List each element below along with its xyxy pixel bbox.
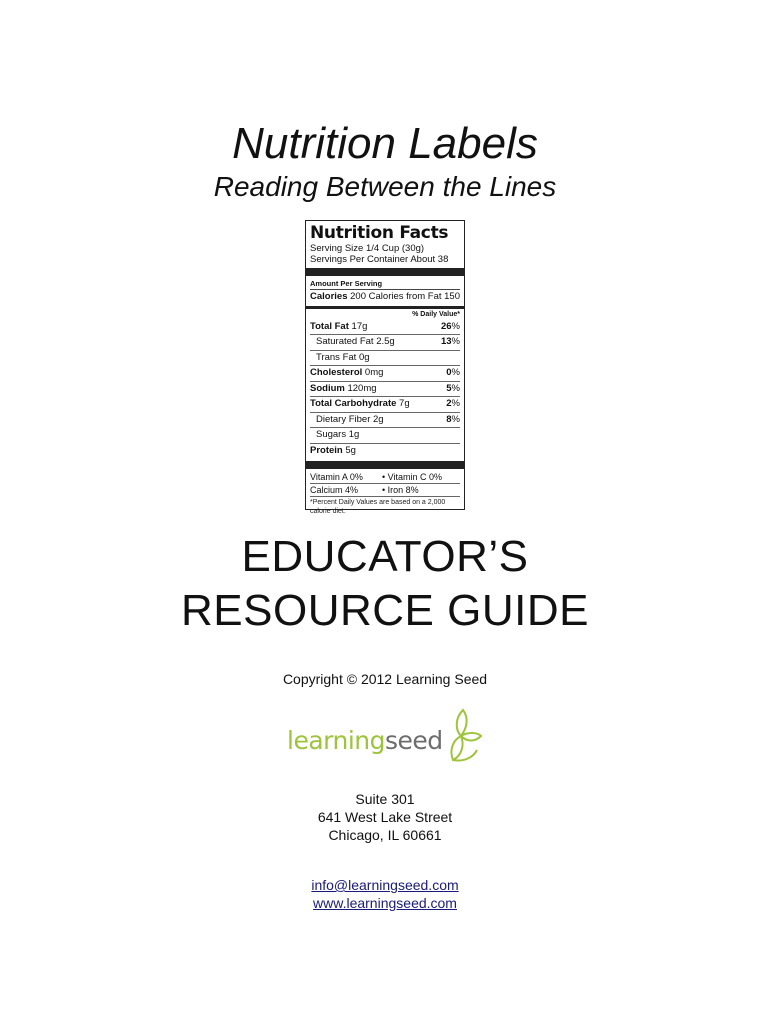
calories-row bbox=[310, 289, 460, 305]
nutrient-label: Protein 5g bbox=[310, 444, 356, 456]
email-link[interactable]: info@learningseed.com bbox=[311, 877, 459, 893]
nutrient-label: Total Carbohydrate 7g bbox=[310, 398, 410, 409]
nutrient-label: Sodium 120mg bbox=[310, 382, 377, 394]
guide-line-1: EDUCATOR’S bbox=[241, 532, 529, 581]
nutrient-daily-value: 5% bbox=[446, 382, 460, 394]
thick-divider-bottom bbox=[306, 461, 464, 469]
copyright-notice: Copyright © 2012 Learning Seed bbox=[282, 671, 488, 687]
amount-per-serving: Amount Per Serving bbox=[310, 279, 383, 288]
nutrient-label: Cholesterol 0mg bbox=[310, 367, 384, 378]
logo-wordmark bbox=[287, 726, 443, 756]
resource-guide-heading bbox=[0, 530, 770, 638]
daily-value-footnote: *Percent Daily Values are based on a 2,000 calorie diet. bbox=[310, 496, 460, 516]
address-line-1: Suite 301 bbox=[355, 791, 415, 807]
vitamin-right: • Vitamin C 0% bbox=[382, 472, 443, 482]
medium-divider bbox=[306, 306, 464, 309]
learningseed-logo bbox=[287, 706, 487, 766]
seed-sprout-icon bbox=[447, 706, 483, 766]
nutrient-row bbox=[310, 396, 460, 412]
address-line-2: 641 West Lake Street bbox=[317, 809, 453, 825]
logo-word-seed: seed bbox=[385, 726, 443, 755]
thick-divider bbox=[306, 268, 464, 276]
nutrient-row bbox=[310, 334, 460, 350]
nutrient-daily-value: 8% bbox=[446, 413, 460, 425]
document-title: Nutrition Labels bbox=[232, 119, 538, 168]
mailing-address bbox=[0, 790, 770, 844]
nutrient-daily-value: 2% bbox=[446, 398, 460, 409]
document-subtitle: Reading Between the Lines bbox=[213, 171, 557, 202]
calories-value: 200 bbox=[350, 291, 366, 302]
logo-word-learning: learning bbox=[287, 726, 385, 755]
nutrient-row bbox=[310, 412, 460, 428]
vitamin-left: Vitamin A 0% bbox=[310, 472, 363, 482]
nutrient-row bbox=[310, 427, 460, 443]
nutrient-daily-value: 0% bbox=[446, 367, 460, 378]
nutrition-facts-label bbox=[305, 220, 465, 515]
nutrient-row bbox=[310, 320, 460, 335]
nutrient-label: Trans Fat 0g bbox=[316, 351, 370, 363]
vitamin-left: Calcium 4% bbox=[310, 485, 359, 495]
nutrient-row bbox=[310, 443, 460, 459]
nutrient-list bbox=[310, 320, 460, 459]
vitamin-row bbox=[310, 483, 460, 496]
vitamin-list bbox=[310, 471, 460, 496]
nutrient-label: Total Fat 17g bbox=[310, 320, 368, 332]
serving-size: Serving Size 1/4 Cup (30g) bbox=[310, 243, 425, 254]
nutrient-daily-value: 26% bbox=[440, 320, 460, 332]
contact-links bbox=[0, 876, 770, 912]
nutrient-row bbox=[310, 350, 460, 366]
nutrition-facts-heading: Nutrition Facts bbox=[310, 223, 449, 243]
vitamin-row bbox=[310, 471, 460, 483]
address-line-3: Chicago, IL 60661 bbox=[328, 827, 442, 843]
nutrient-label: Saturated Fat 2.5g bbox=[316, 336, 395, 347]
website-link[interactable]: www.learningseed.com bbox=[313, 895, 457, 911]
nutrient-daily-value: 13% bbox=[440, 336, 460, 347]
calories-label: Calories bbox=[310, 291, 348, 302]
nutrient-label: Sugars 1g bbox=[316, 429, 360, 440]
nutrient-row bbox=[310, 381, 460, 397]
vitamin-right: • Iron 8% bbox=[382, 485, 419, 495]
calories-from-fat: Calories from Fat 150 bbox=[368, 291, 460, 302]
nutrient-row bbox=[310, 365, 460, 381]
guide-line-2: RESOURCE GUIDE bbox=[181, 586, 589, 635]
nutrient-label: Dietary Fiber 2g bbox=[316, 413, 384, 425]
servings-per-container: Servings Per Container About 38 bbox=[310, 254, 449, 265]
daily-value-header: % Daily Value* bbox=[412, 310, 460, 318]
